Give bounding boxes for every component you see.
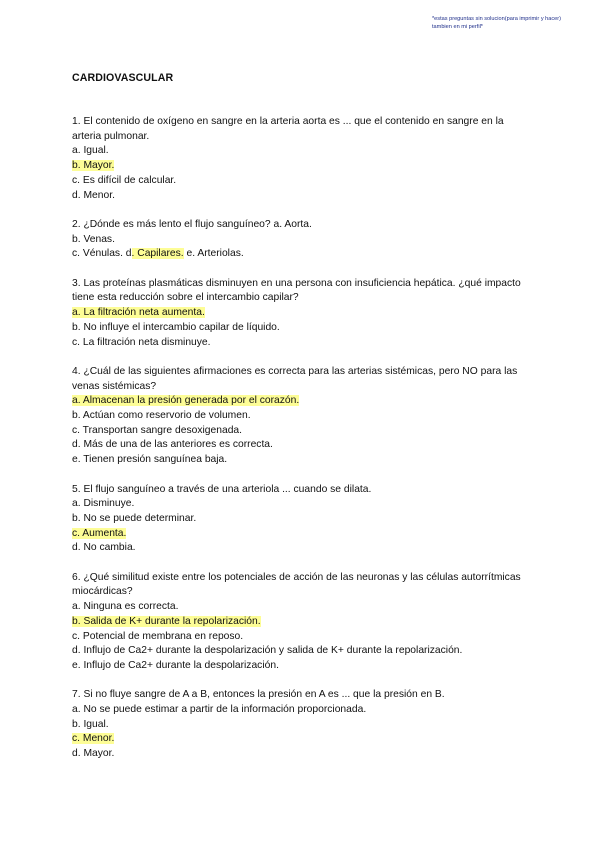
option-d: d. No cambia. bbox=[72, 542, 136, 554]
highlighted-answer: b. Mayor. bbox=[72, 160, 115, 172]
option-d: d. Influjo de Ca2+ durante la despolarización y salida de K+ durante la repolarización. bbox=[72, 645, 463, 657]
header-note: *estas preguntas sin solucion(para imprimir y hacer) tambien en mi perfil* bbox=[432, 16, 562, 30]
option-b bbox=[72, 159, 532, 174]
option-a: a. Igual. bbox=[72, 145, 109, 157]
option-e: e. Tienen presión sanguínea baja. bbox=[72, 454, 228, 466]
highlighted-answer: a. Almacenan la presión generada por el corazón. bbox=[72, 395, 300, 407]
option-a: a. No se puede estimar a partir de la información proporcionada. bbox=[72, 704, 367, 716]
option-b bbox=[72, 615, 532, 630]
question-1 bbox=[72, 115, 532, 203]
question-text: 2. ¿Dónde es más lento el flujo sanguíneo? a. Aorta. bbox=[72, 218, 312, 230]
option-b: b. Actúan como reservorio de volumen. bbox=[72, 410, 251, 422]
option-a: a. Disminuye. bbox=[72, 498, 135, 510]
option-c-d-e bbox=[72, 247, 532, 262]
question-7 bbox=[72, 688, 532, 762]
option-c: c. Es difícil de calcular. bbox=[72, 174, 177, 186]
highlighted-answer: c. Menor. bbox=[72, 733, 115, 745]
question-3 bbox=[72, 277, 532, 351]
option-e: e. Arteriolas. bbox=[183, 248, 244, 260]
question-text: 6. ¿Qué similitud existe entre los potenciales de acción de las neuronas y las células autorrítmicas miocárdicas? bbox=[72, 571, 521, 598]
option-c: c. Transportan sangre desoxigenada. bbox=[72, 424, 243, 436]
option-a bbox=[72, 394, 532, 409]
option-c bbox=[72, 732, 532, 747]
option-a bbox=[72, 306, 532, 321]
question-4 bbox=[72, 365, 532, 468]
question-6 bbox=[72, 571, 532, 674]
highlighted-answer: . Capilares. bbox=[131, 248, 184, 260]
highlighted-answer: a. La filtración neta aumenta. bbox=[72, 307, 205, 319]
option-e: e. Influjo de Ca2+ durante la despolarización. bbox=[72, 659, 279, 671]
option-a: a. Ninguna es correcta. bbox=[72, 601, 179, 613]
question-text: 3. Las proteínas plasmáticas disminuyen en una persona con insuficiencia hepática. ¿qué impacto tiene esta reducción sobre el intercambio capilar? bbox=[72, 277, 521, 304]
option-d: d. Mayor. bbox=[72, 748, 115, 760]
option-b: b. No se puede determinar. bbox=[72, 512, 197, 524]
option-b: b. Venas. bbox=[72, 233, 115, 245]
question-5 bbox=[72, 483, 532, 557]
option-c: c. Vénulas. d bbox=[72, 248, 132, 260]
question-list bbox=[72, 115, 532, 777]
question-text: 4. ¿Cuál de las siguientes afirmaciones es correcta para las arterias sistémicas, pero NO para las venas sistémicas? bbox=[72, 365, 518, 392]
option-b: b. Igual. bbox=[72, 718, 109, 730]
option-d: d. Menor. bbox=[72, 189, 115, 201]
option-b: b. No influye el intercambio capilar de líquido. bbox=[72, 321, 280, 333]
option-c bbox=[72, 527, 532, 542]
question-text: 5. El flujo sanguíneo a través de una arteriola ... cuando se dilata. bbox=[72, 483, 372, 495]
question-text: 7. Si no fluye sangre de A a B, entonces la presión en A es ... que la presión en B. bbox=[72, 689, 445, 701]
highlighted-answer: c. Aumenta. bbox=[72, 527, 127, 539]
question-text: 1. El contenido de oxígeno en sangre en la arteria aorta es ... que el contenido en sangre en la arteria pulmonar. bbox=[72, 116, 504, 142]
option-c: c. La filtración neta disminuye. bbox=[72, 336, 211, 348]
option-c: c. Potencial de membrana en reposo. bbox=[72, 630, 244, 642]
option-d: d. Más de una de las anteriores es correcta. bbox=[72, 439, 273, 451]
page-title: CARDIOVASCULAR bbox=[72, 72, 174, 84]
highlighted-answer: b. Salida de K+ durante la repolarización. bbox=[72, 615, 261, 627]
question-2 bbox=[72, 218, 532, 262]
